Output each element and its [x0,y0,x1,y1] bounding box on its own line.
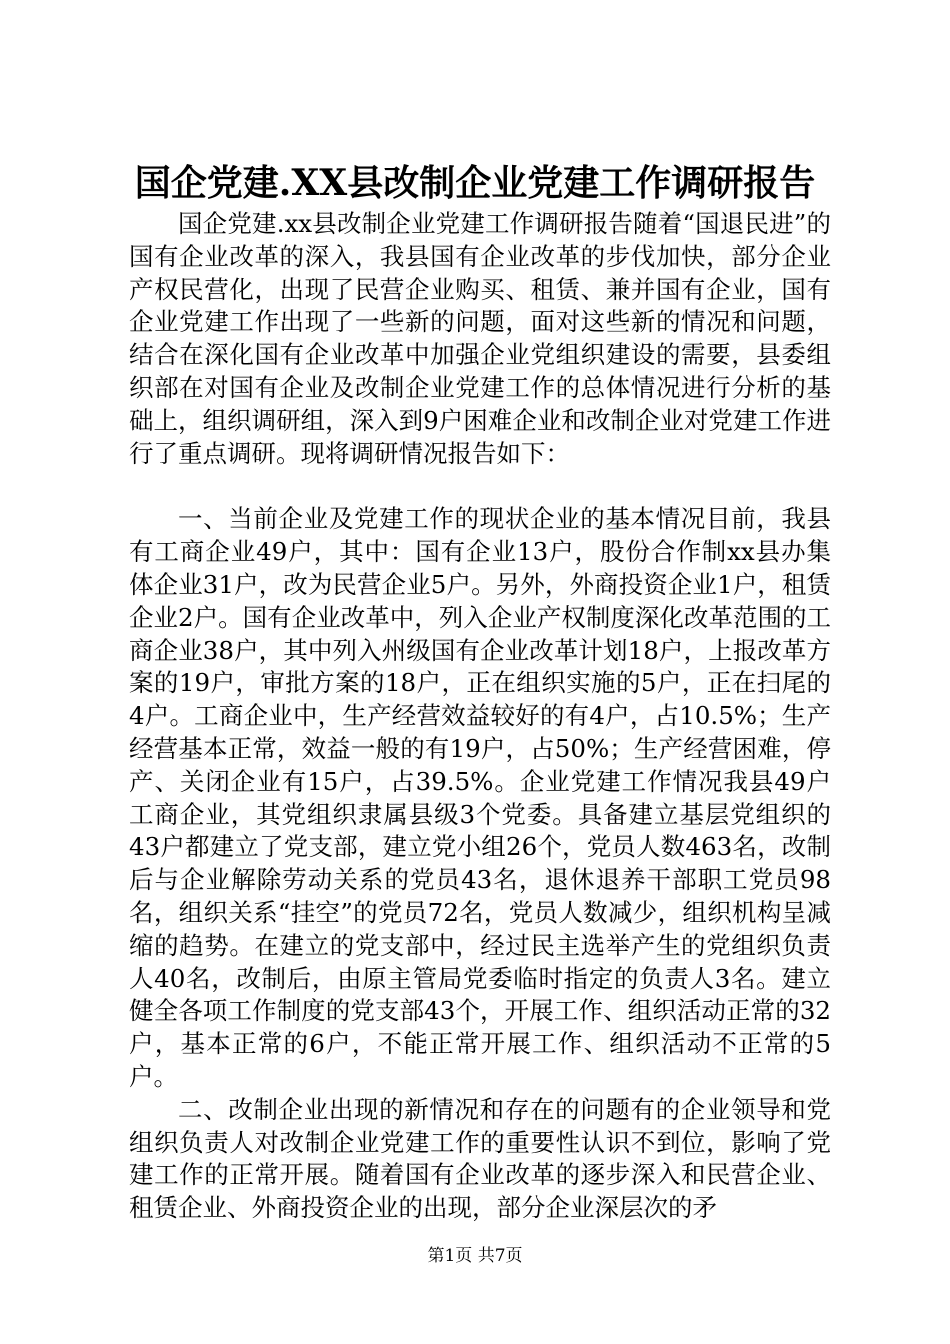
page-number-footer: 第1页 共7页 [427,1246,523,1266]
paragraph-intro: 国企党建.xx县改制企业党建工作调研报告随着“国退民进”的国有企业改革的深入，我县国有企业改革的步伐加快，部分企业产权民营化，出现了民营企业购买、租赁、兼并国有企业，国有企业党建工作出现了一些新的问题，面对这些新的情况和问题，结合在深化国有企业改革中加强企业党组织建设的需要，县委组织部在对国有企业及改制企业党建工作的总体情况进行分析的基础上，组织调研组，深入到9户困难企业和改制企业对党建工作进行了重点调研。现将调研情况报告如下： [129,209,831,468]
document-body [129,208,831,1225]
document-title: 国企党建.XX县改制企业党建工作调研报告 [134,162,816,204]
paragraph-spacer [129,470,831,503]
paragraph-section-one: 一、当前企业及党建工作的现状企业的基本情况目前，我县有工商企业49户，其中：国有企业13户，股份合作制xx县办集体企业31户，改为民营企业5户。另外，外商投资企业1户，租赁企业2户。国有企业改革中，列入企业产权制度深化改革范围的工商企业38户，其中列入州级国有企业改革计划18户，上报改革方案的19户，审批方案的18户，正在组织实施的5户，正在扫尾的4户。工商企业中，生产经营效益较好的有4户，占10.5%；生产经营基本正常，效益一般的有19户，占50%；生产经营困难，停产、关闭企业有15户，占39.5%。企业党建工作情况我县49户工商企业，其党组织隶属县级3个党委。具备建立基层党组织的43户都建立了党支部，建立党小组26个，党员人数463名，改制后与企业解除劳动关系的党员43名，退休退养干部职工党员98名，组织关系“挂空”的党员72名，党员人数减少，组织机构呈减缩的趋势。在建立的党支部中，经过民主选举产生的党组织负责人40名，改制后，由原主管局党委临时指定的负责人3名。建立健全各项工作制度的党支部43个，开展工作、组织活动正常的32户，基本正常的6户，不能正常开展工作、组织活动不正常的5户。 [129,504,831,1091]
paragraph-section-two: 二、改制企业出现的新情况和存在的问题有的企业领导和党组织负责人对改制企业党建工作的重要性认识不到位，影响了党建工作的正常开展。随着国有企业改革的逐步深入和民营企业、租赁企业、外商投资企业的出现，部分企业深层次的矛 [129,1094,831,1223]
